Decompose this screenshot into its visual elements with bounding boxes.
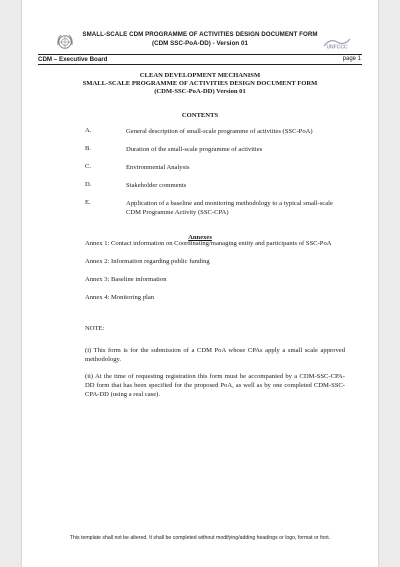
svg-text:UNFCCC: UNFCCC [326,44,348,50]
section-e-link[interactable]: Application of a baseline and monitoring methodology to a typical small-scale [126,200,333,207]
note-paragraph-1: (i) This form is for the submission of a CDM PoA whose CPAs apply a small scale approved methodology. [85,347,345,363]
section-a-letter: A. [85,127,92,134]
annex-2-link[interactable]: Annex 2: Information regarding public funding [85,258,210,265]
section-c-letter: C. [85,163,92,170]
document-title-line3: (CDM-SSC-PoA-DD) Version 01 [154,88,246,95]
section-e-link-line2[interactable]: CDM Programme Activity (SSC-CPA) [126,209,229,216]
form-header-version: (CDM SSC-PoA-DD) - Version 01 [152,40,248,47]
section-d-link[interactable]: Stakeholder comments [126,182,187,189]
section-c-link[interactable]: Environmental Analysis [126,164,190,171]
annex-4-link[interactable]: Annex 4: Monitoring plan [85,294,155,301]
section-b-link[interactable]: Duration of the small-scale programme of activities [126,146,263,153]
unfccc-logo-icon [322,36,352,50]
note-paragraph-2: (ii) At the time of requesting registration this form must be accompanied by a CDM-SSC-CPA-DD form that has been specified for the proposed PoA, as well as by one completed CDM-SSC-CPA-DD (using a real case). [85,373,345,398]
section-e-letter: E. [85,199,91,206]
note-label: NOTE: [85,325,105,332]
form-header-title: SMALL-SCALE CDM PROGRAMME OF ACTIVITIES DESIGN DOCUMENT FORM [82,31,318,38]
document-page [22,0,378,567]
header-divider-bottom [38,64,362,65]
annexes-heading: Annexes [188,234,212,241]
document-title-line2: SMALL-SCALE PROGRAMME OF ACTIVITIES DESIGN DOCUMENT FORM [82,80,318,87]
page-number: page 1 [342,56,361,62]
template-footer-notice: This template shall not be altered. It shall be completed without modifying/adding headings or logo, format or font. [69,535,331,541]
annex-1-link[interactable]: Annex 1: Contact information on Coordinating/managing entity and participants of SSC-PoA [85,240,332,247]
executive-board-label: CDM – Executive Board [38,56,108,63]
section-b-letter: B. [85,145,92,152]
section-d-letter: D. [85,181,92,188]
document-title-line1: CLEAN DEVELOPMENT MECHANISM [139,72,261,79]
header-divider [38,54,362,55]
section-a-link[interactable]: General description of small-scale programme of activities (SSC-PoA) [126,128,313,135]
contents-heading: CONTENTS [181,112,219,119]
annex-3-link[interactable]: Annex 3: Baseline information [85,276,167,283]
